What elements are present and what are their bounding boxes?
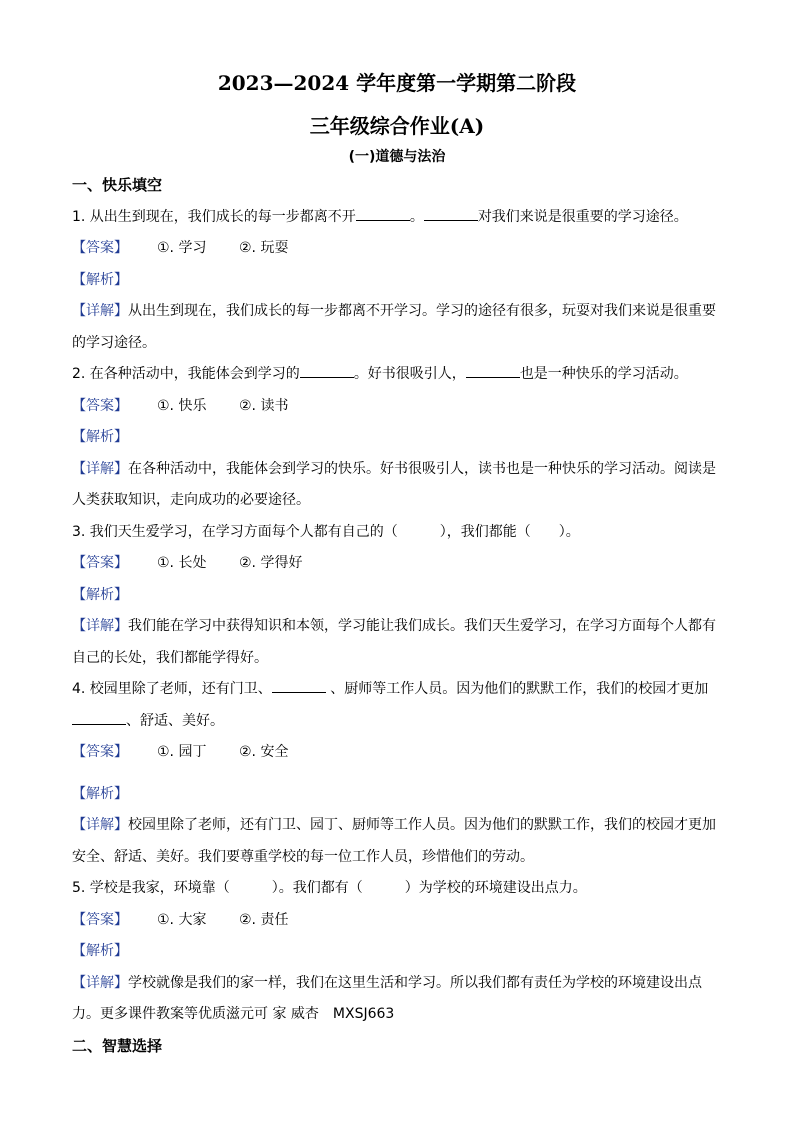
answer-label: 【答案】 <box>72 240 128 256</box>
blank <box>466 363 520 378</box>
question-4-stem: 4. 校园里除了老师，还有门卫、 、厨师等工作人员。因为他们的默默工作，我们的校园才更加 、舒适、美好。 <box>72 674 722 737</box>
analysis-label: 【解析】 <box>72 271 128 288</box>
question-2-answer: 【答案】 ①. 快乐 ②. 读书 <box>72 391 722 423</box>
analysis-label: 【解析】 <box>72 429 128 445</box>
question-5-detail: 【详解】学校就像是我们的家一样，我们在这里生活和学习。所以我们都有责任为学校的环境建设出点力。更多课件教案等优质滋元可 家 威杏 MXSJ663 <box>72 974 702 1022</box>
question-1-detail: 【详解】从出生到现在，我们成长的每一步都离不开学习。学习的途径有很多，玩耍对我们来说是很重要的学习途径。 <box>72 303 716 351</box>
section-heading-choice: 二、智慧选择 <box>72 1036 163 1055</box>
document-title: 2023—2024 学年度第一学期第二阶段 <box>217 71 577 95</box>
document-subtitle: 三年级综合作业(A) <box>309 114 485 138</box>
analysis-label: 【解析】 <box>72 586 128 603</box>
question-5-stem: 5. 学校是我家，环境靠（ ）。我们都有（ ）为学校的环境建设出点力。 <box>72 880 587 896</box>
question-1-answer: 【答案】 ①. 学习 ②. 玩耍 <box>72 233 722 265</box>
question-3-stem: 3. 我们天生爱学习，在学习方面每个人都有自己的（ ），我们都能（ ）。 <box>72 523 580 540</box>
question-5-answer: 【答案】 ①. 大家 ②. 责任 <box>72 905 722 937</box>
analysis-label: 【解析】 <box>72 943 128 959</box>
question-4-answer: 【答案】 ①. 园丁 ②. 安全 <box>72 737 722 769</box>
question-3-detail: 【详解】我们能在学习中获得知识和本领，学习能让我们成长。我们天生爱学习，在学习方面每个人都有自己的长处，我们都能学得好。 <box>72 618 716 666</box>
question-2-stem: 2. 在各种活动中，我能体会到学习的 。好书很吸引人， 也是一种快乐的学习活动。 <box>72 359 722 391</box>
blank <box>272 678 326 693</box>
question-1-stem: 1. 从出生到现在，我们成长的每一步都离不开 。 对我们来说是很重要的学习途径。 <box>72 202 722 234</box>
blank <box>300 363 354 378</box>
answer-label: 【答案】 <box>72 397 128 414</box>
answer-label: 【答案】 <box>72 911 128 928</box>
question-4-detail: 【详解】校园里除了老师，还有门卫、园丁、厨师等工作人员。因为他们的默默工作，我们的校园才更加安全、舒适、美好。我们要尊重学校的每一位工作人员，珍惜他们的劳动。 <box>72 817 716 865</box>
question-2-detail: 【详解】在各种活动中，我能体会到学习的快乐。好书很吸引人，读书也是一种快乐的学习活动。阅读是人类获取知识，走向成功的必要途径。 <box>72 460 716 508</box>
subject-heading: (一)道德与法治 <box>348 149 446 165</box>
section-heading-fill-blank: 一、快乐填空 <box>72 176 163 194</box>
content <box>72 170 722 1062</box>
question-3-answer: 【答案】 ①. 长处 ②. 学得好 <box>72 548 722 580</box>
answer-label: 【答案】 <box>72 744 128 760</box>
analysis-label: 【解析】 <box>72 785 128 802</box>
blank <box>424 206 478 221</box>
blank <box>72 710 126 725</box>
answer-label: 【答案】 <box>72 555 128 571</box>
blank <box>356 206 410 221</box>
